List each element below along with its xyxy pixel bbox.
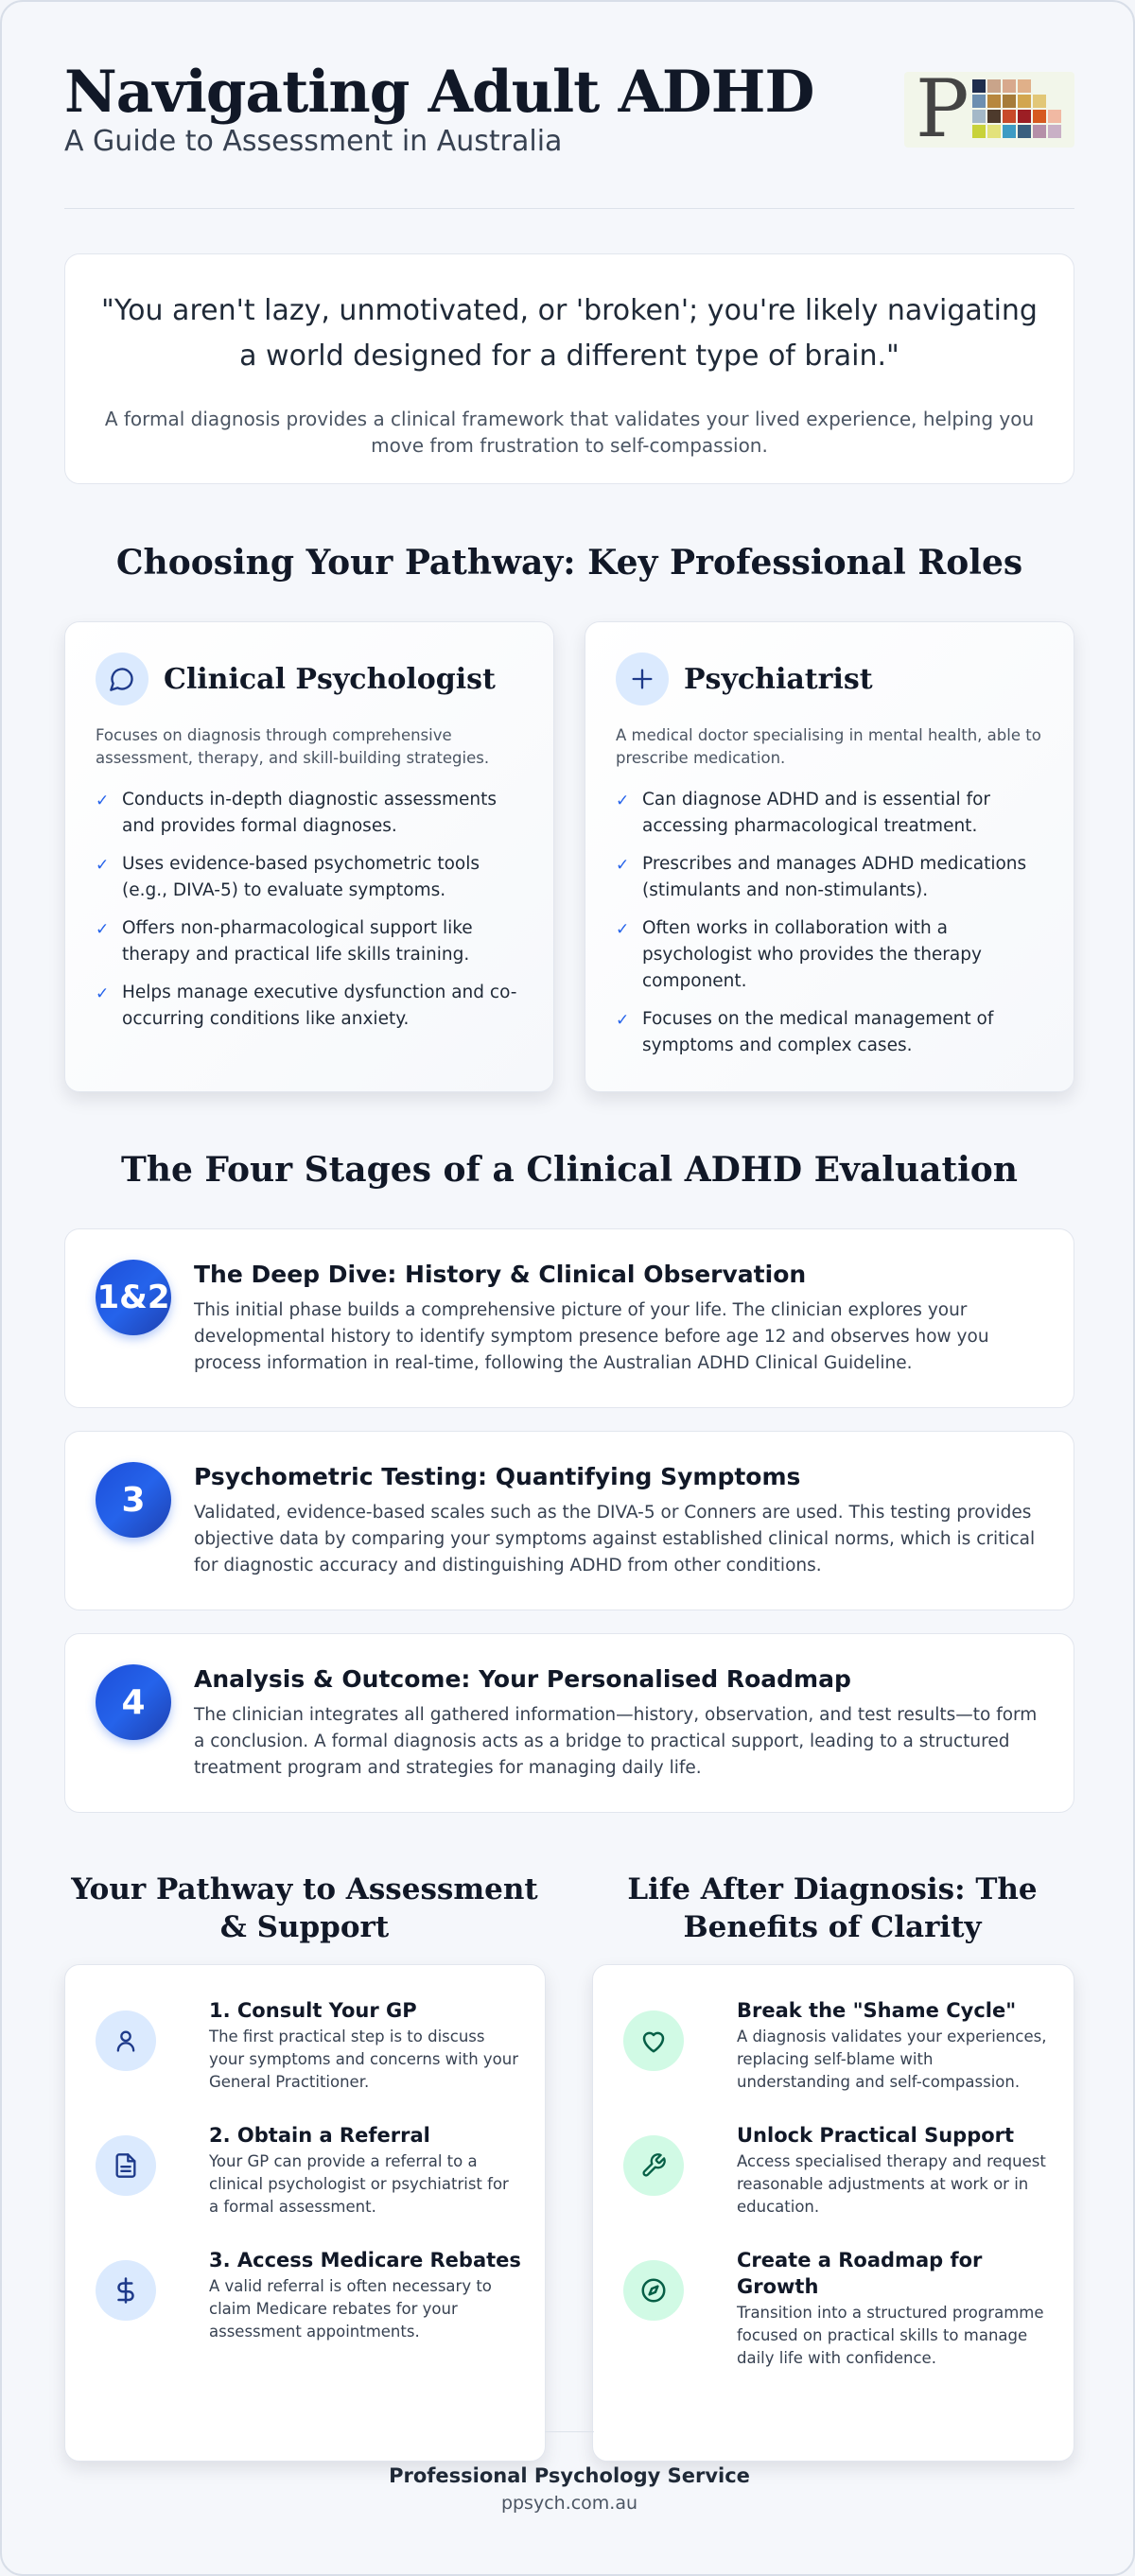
role-point: ✓ Conducts in-depth diagnostic assessments and provides formal diagnoses. [96,790,498,836]
header [64,57,1074,208]
role-point: ✓ Uses evidence-based psychometric tools (e.g., DIVA-5) to evaluate symptoms. [96,854,480,900]
pathway-card [64,1964,546,2462]
benefit-text: Transition into a structured programme focused on practical skills to manage daily life with confidence. [737,2304,1044,2367]
benefits-section-title: Life After Diagnosis: The Benefits of Clarity [627,1872,1038,1944]
logo-tile [1018,110,1031,123]
pathway-step [96,2122,522,2226]
footer-divider [545,2431,594,2432]
logo-tile [987,95,1001,108]
logo-tile [1048,110,1061,123]
logo-tile [972,125,986,138]
role-point: ✓ Can diagnose ADHD and is essential for accessing pharmacological treatment. [616,790,991,836]
stage-text: Validated, evidence-based scales such as the DIVA-5 or Conners are used. This testing provides objective data by comparing your symptoms against established clinical norms, which is critical for diagnostic accuracy and distinguishing ADHD from other conditions. [194,1503,1036,1575]
logo-tile [1003,95,1016,108]
role-card-psychologist [64,621,554,1092]
check-icon: ✓ [616,792,630,810]
role-card-psychiatrist [585,621,1074,1092]
dollar-icon [96,2260,156,2321]
benefit-text: A diagnosis validates your experiences, replacing self-blame with understanding and self-compassion. [737,2028,1047,2091]
user-icon [96,2010,156,2071]
stage-title: Analysis & Outcome: Your Personalised Roadmap [194,1665,851,1693]
footer-url[interactable]: ppsych.com.au [500,2493,638,2514]
logo-tile [1018,95,1031,108]
logo [904,62,1074,155]
header-divider [64,208,1074,209]
logo-tile [987,110,1001,123]
check-icon: ✓ [96,920,110,939]
logo-tile [1003,79,1016,93]
check-icon: ✓ [96,856,110,875]
logo-tile [1018,125,1031,138]
check-icon: ✓ [616,1011,630,1030]
logo-letter: P [916,62,969,155]
page-subtitle: A Guide to Assessment in Australia [64,125,563,158]
step-title: 2. Obtain a Referral [209,2124,430,2147]
quote-card [64,253,1074,484]
benefits-card [592,1964,1074,2462]
benefit-item [623,2122,1051,2226]
plus-icon [616,653,669,705]
role-title: Psychiatrist [684,662,873,696]
check-icon: ✓ [96,792,110,810]
logo-tile [1033,95,1046,108]
logo-tile [987,79,1001,93]
stage-text: The clinician integrates all gathered information—history, observation, and test results—to form a conclusion. A formal diagnosis acts as a bridge to practical support, leading to a structured treatment program and strategies for managing daily life. [194,1705,1038,1778]
step-title: 3. Access Medicare Rebates [209,2249,521,2271]
role-point: ✓ Offers non-pharmacological support like therapy and practical life skills training. [96,918,473,965]
logo-tile [972,79,986,93]
role-points [96,787,523,1033]
benefit-title: Break the "Shame Cycle" [737,1999,1017,2022]
check-icon: ✓ [96,984,110,1003]
stages-section-title: The Four Stages of a Clinical ADHD Evaluation [121,1150,1018,1190]
role-point: ✓ Prescribes and manages ADHD medications (stimulants and non-stimulants). [616,854,1027,900]
benefit-text: Access specialised therapy and request reasonable adjustments at work or in education. [737,2152,1046,2216]
role-point: ✓ Focuses on the medical management of symptoms and complex cases. [616,1009,994,1055]
benefit-title: Create a Roadmap for Growth [737,2249,983,2298]
logo-tile [987,125,1001,138]
logo-tile [1003,110,1016,123]
step-text: The first practical step is to discuss your symptoms and concerns with your General Practitioner. [209,2028,519,2091]
check-icon: ✓ [616,920,630,939]
footer-name: Professional Psychology Service [389,2464,750,2487]
role-description: A medical doctor specialising in mental health, able to prescribe medication. [616,726,1041,767]
pathway-step [96,1997,522,2101]
step-text: Your GP can provide a referral to a clinical psychologist or psychiatrist for a formal assessment. [209,2152,509,2216]
role-points [616,787,1043,1059]
page-title: Navigating Adult ADHD [64,59,814,126]
compass-icon [623,2260,684,2321]
benefit-item [623,1997,1051,2101]
logo-tile [972,110,986,123]
logo-tile [1003,125,1016,138]
step-text: A valid referral is often necessary to claim Medicare rebates for your assessment appointments. [209,2277,492,2341]
logo-tile [1033,125,1046,138]
roles-section-title: Choosing Your Pathway: Key Professional Roles [115,543,1023,583]
stage-card [64,1228,1074,1408]
benefit-item [623,2247,1051,2367]
stage-title: The Deep Dive: History & Clinical Observation [194,1261,807,1288]
wrench-icon [623,2135,684,2196]
document-icon [96,2135,156,2196]
stage-card [64,1431,1074,1610]
logo-tile [972,95,986,108]
role-description: Focuses on diagnosis through comprehensive assessment, therapy, and skill-building strategies. [96,726,490,767]
pathway-section-title: Your Pathway to Assessment & Support [71,1872,538,1944]
stage-number-badge: 1&2 [96,1260,171,1335]
stage-text: This initial phase builds a comprehensive picture of your life. The clinician explores your developmental history to identify symptom presence before age 12 and observes how you process information in real-time, following the Australian ADHD Clinical Guideline. [194,1300,989,1373]
role-point: ✓ Helps manage executive dysfunction and co-occurring conditions like anxiety. [96,983,517,1029]
quote-text: "You aren't lazy, unmotivated, or 'broken'; you're likely navigating a world designed for a different type of brain." [101,294,1038,373]
stage-card [64,1633,1074,1813]
speech-bubble-icon [96,653,148,705]
role-title: Clinical Psychologist [164,662,496,696]
role-point: ✓ Often works in collaboration with a psychologist who provides the therapy component. [616,918,982,991]
heart-icon [623,2010,684,2071]
benefit-title: Unlock Practical Support [737,2124,1015,2147]
step-title: 1. Consult Your GP [209,1999,417,2022]
check-icon: ✓ [616,856,630,875]
logo-tile [1048,125,1061,138]
pathway-step [96,2247,522,2351]
stage-title: Psychometric Testing: Quantifying Symptoms [194,1463,801,1490]
logo-tile [1033,110,1046,123]
quote-subtext: A formal diagnosis provides a clinical framework that validates your lived experience, helping you move from frustration to self-compassion. [104,408,1035,457]
logo-tile [1018,79,1031,93]
stage-number-badge: 4 [96,1664,171,1740]
stage-number-badge: 3 [96,1462,171,1538]
